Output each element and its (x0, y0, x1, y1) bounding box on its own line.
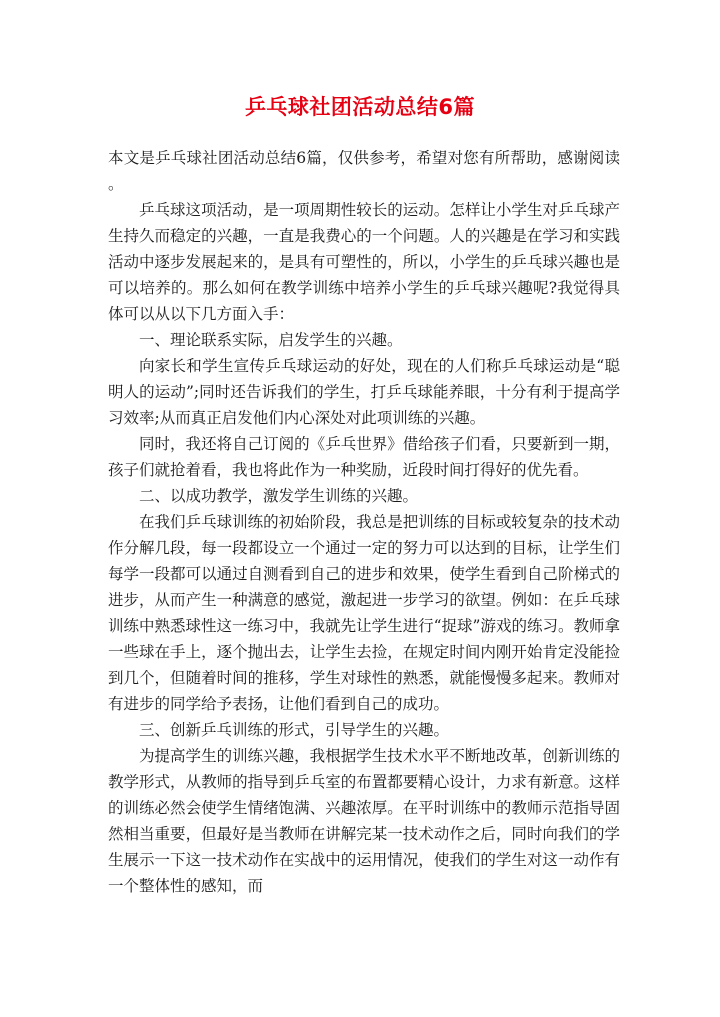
body-paragraph: 同时，我还将自己订阅的《乒乓世界》借给孩子们看，只要新到一期，孩子们就抢着看，我也将此作为一种奖励，近段时间打得好的优先看。 (108, 435, 620, 479)
section-heading: 一、理论联系实际，启发学生的兴趣。 (139, 331, 403, 349)
body-paragraph: 向家长和学生宣传乒乓球运动的好处，现在的人们称乒乓球运动是“聪明人的运动”;同时还告诉我们的学生，打乒乓球能养眼，十分有利于提高学习效率;从而真正启发他们内心深处对此项训练的兴趣。 (108, 357, 620, 427)
section-heading: 三、创新乒乓训练的形式，引导学生的兴趣。 (139, 721, 450, 739)
document-body (108, 145, 620, 899)
body-paragraph: 为提高学生的训练兴趣，我根据学生技术水平不断地改革，创新训练的教学形式，从教师的指导到乒乓室的布置都要精心设计，力求有新意。这样的训练必然会使学生情绪饱满、兴趣浓厚。在平时训练中的教师示范指导固然相当重要，但最好是当教师在讲解完某一技术动作之后，同时向我们的学生展示一下这一技术动作在实战中的运用情况，使我们的学生对这一动作有一个整体性的感知，而 (108, 747, 620, 895)
section-heading: 二、以成功教学，激发学生训练的兴趣。 (139, 487, 419, 505)
body-paragraph: 在我们乒乓球训练的初始阶段，我总是把训练的目标或较复杂的技术动作分解几段，每一段都设立一个通过一定的努力可以达到的目标，让学生们每学一段都可以通过自测看到自己的进步和效果，使学生看到自己阶梯式的进步，从而产生一种满意的感觉，激起进一步学习的欲望。例如：在乒乓球训练中熟悉球性这一练习中，我就先让学生进行“捉球”游戏的练习。教师拿一些球在手上，逐个抛出去，让学生去捡，在规定时间内刚开始肯定没能捡到几个，但随着时间的推移，学生对球性的熟悉，就能慢慢多起来。教师对有进步的同学给予表扬，让他们看到自己的成功。 (108, 513, 620, 713)
document-title: 乒乓球社团活动总结6篇 (244, 95, 476, 119)
body-paragraph: 乒乓球这项活动，是一项周期性较长的运动。怎样让小学生对乒乓球产生持久而稳定的兴趣，一直是我费心的一个问题。人的兴趣是在学习和实践活动中逐步发展起来的，是具有可塑性的，所以，小学生的乒乓球兴趣也是可以培养的。那么如何在教学训练中培养小学生的乒乓球兴趣呢?我觉得具体可以从以下几方面入手： (108, 201, 620, 323)
intro-paragraph: 本文是乒乓球社团活动总结6篇，仅供参考，希望对您有所帮助，感谢阅读。 (108, 149, 620, 193)
